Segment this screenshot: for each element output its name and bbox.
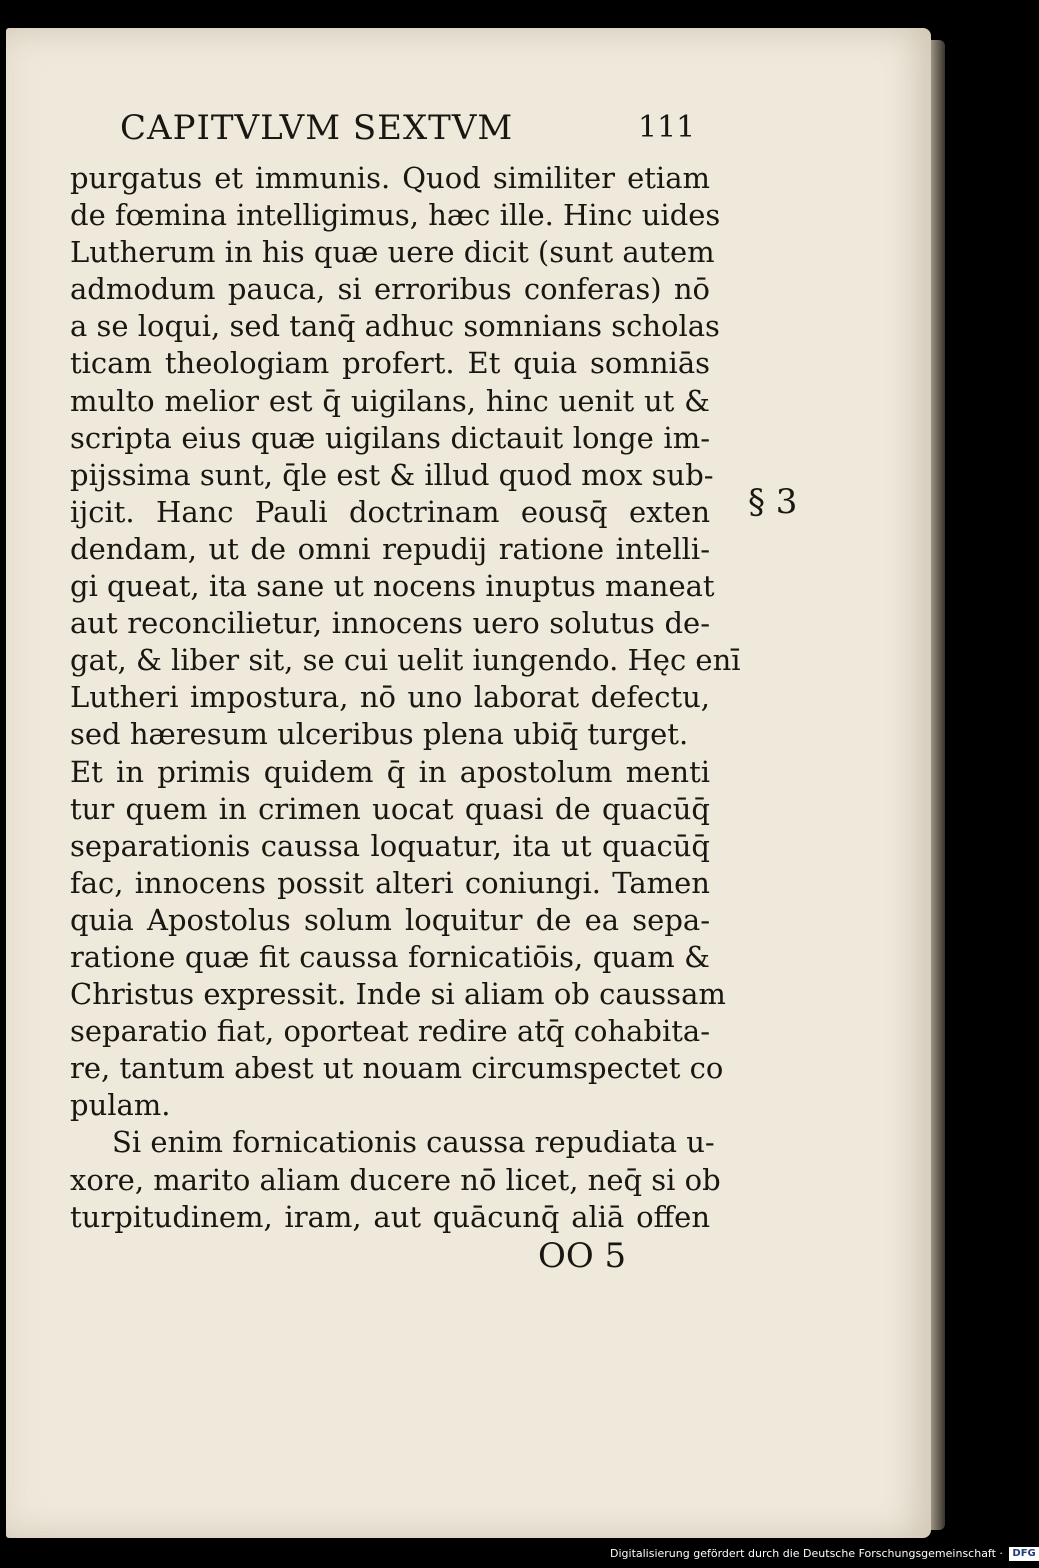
text-line: ratione quæ fit caussa fornicatiōis, quam &	[70, 939, 710, 974]
text-line: gat, & liber sit, se cui uelit iungendo. Hęc enī	[70, 643, 741, 678]
text-line: purgatus et immunis. Quod similiter etiam	[70, 161, 710, 195]
text-line: Lutheri impostura, nō uno laborat defectu,	[70, 680, 710, 715]
text-line: pulam.	[70, 1088, 171, 1123]
page-edge	[931, 40, 945, 1530]
text-line: ticam theologiam profert. Et quia somniās	[70, 346, 710, 381]
text-line: gi queat, ita sane ut nocens inuptus maneat	[70, 569, 715, 604]
text-line: tur quem in crimen uocat quasi de quacūq̄	[70, 791, 710, 826]
running-title: CAPITVLVM SEXTVM	[120, 108, 514, 148]
text-line: scripta eius quæ uigilans dictauit longe im-	[70, 420, 710, 455]
text-line: fac, innocens possit alteri coniungi. Tamen	[70, 865, 710, 900]
text-line: turpitudinem, iram, aut quācunq̄ aliā offen	[70, 1199, 710, 1234]
dfg-logo: DFG	[1009, 1547, 1038, 1561]
text-line: xore, marito aliam ducere nō licet, neq̄ si ob	[70, 1162, 721, 1197]
signature-mark: OO 5	[538, 1236, 627, 1276]
text-line: dendam, ut de omni repudij ratione intelli-	[70, 531, 710, 566]
text-line: multo melior est q̄ uigilans, hinc uenit ut &	[70, 383, 710, 418]
text-line: sed hæresum ulceribus plena ubiq̄ turget.	[70, 717, 689, 752]
text-line: re, tantum abest ut nouam circumspectet co	[70, 1051, 724, 1086]
text-line: separationis caussa loquatur, ita ut quacūq̄	[70, 828, 710, 863]
text-line: a se loqui, sed tanq̄ adhuc somnians scholas	[70, 309, 720, 344]
credit-text: Digitalisierung gefördert durch die Deutsche Forschungsgemeinschaft ·	[610, 1547, 1003, 1560]
digitization-credit	[610, 1544, 1039, 1564]
text-line: Lutherum in his quæ uere dicit (sunt autem	[70, 235, 715, 270]
text-line: Et in primis quidem q̄ in apostolum menti	[70, 754, 710, 789]
text-line: ijcit. Hanc Pauli doctrinam eousq̄ exten	[70, 494, 710, 529]
text-line: quia Apostolus solum loquitur de ea sepa-	[70, 902, 710, 937]
text-line: Christus expressit. Inde si aliam ob caussam	[70, 977, 726, 1012]
running-header	[120, 108, 720, 156]
text-line: admodum pauca, si erroribus conferas) nō	[70, 272, 710, 307]
text-line: pijssima sunt, q̄le est & illud quod mox sub-	[70, 457, 714, 492]
text-line: separatio fiat, oporteat redire atq̄ cohabita-	[70, 1014, 710, 1049]
text-line: aut reconcilietur, innocens uero solutus de-	[70, 606, 710, 641]
body-text	[70, 160, 741, 1236]
text-line: de fœmina intelligimus, hæc ille. Hinc uides	[70, 198, 721, 233]
text-line: Si enim fornicationis caussa repudiata u-	[112, 1125, 715, 1160]
margin-note: § 3	[748, 482, 798, 522]
folio-number: 111	[638, 110, 696, 145]
